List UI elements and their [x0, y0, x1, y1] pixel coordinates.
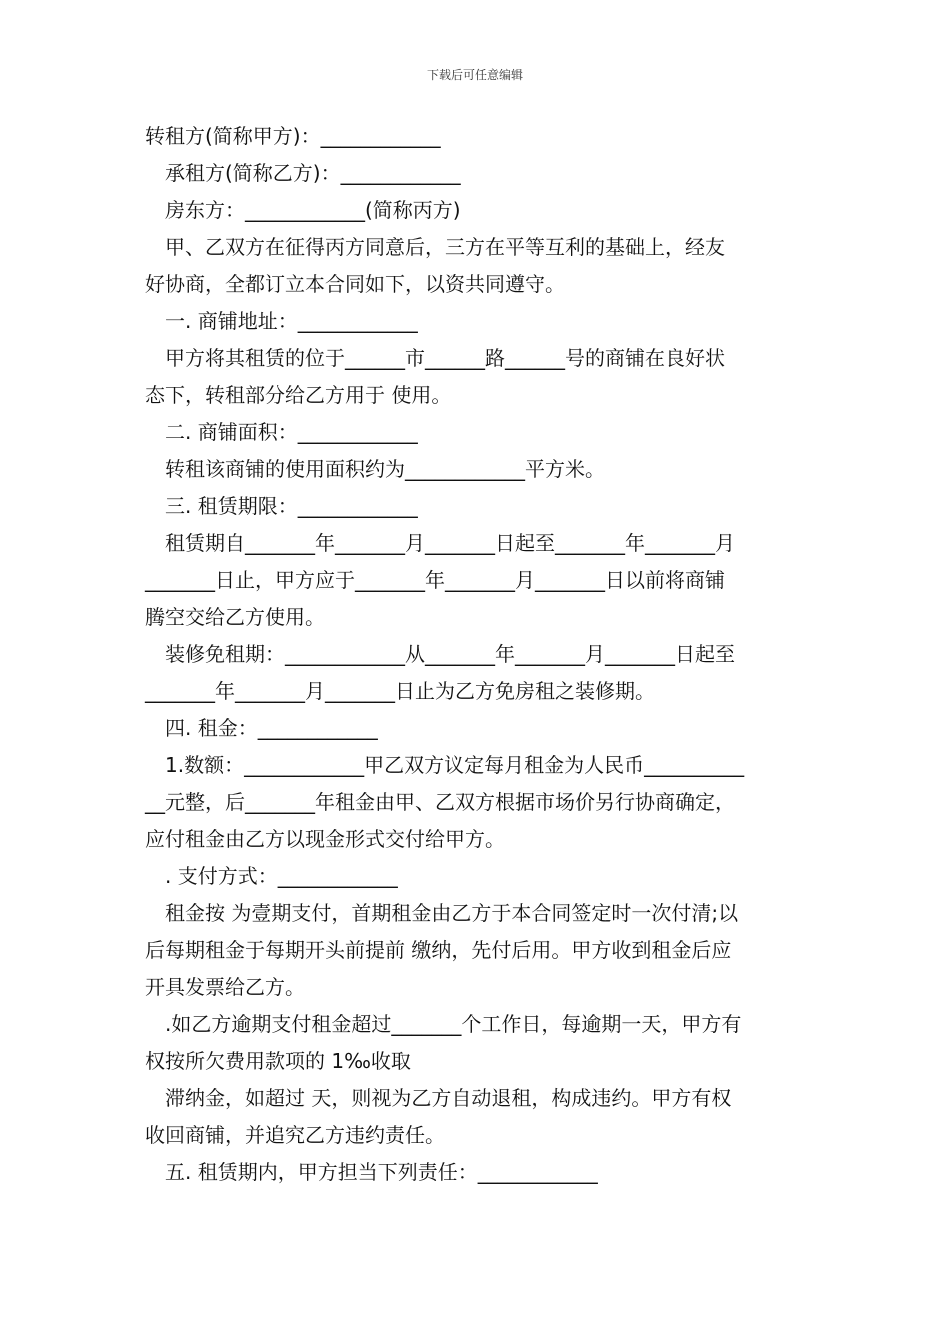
document-line: 开具发票给乙方。: [145, 975, 305, 999]
document-line: 转租该商铺的使用面积约为____________平方米。: [165, 457, 605, 481]
document-line: 权按所欠费用款项的 1‰收取: [145, 1049, 411, 1073]
document-line: 五. 租赁期内，甲方担当下列责任：____________: [165, 1160, 598, 1184]
document-line: 1.数额：____________甲乙双方议定每月租金为人民币__________: [165, 753, 745, 777]
document-line: 租金按 为壹期支付，首期租金由乙方于本合同签定时一次付清;以: [165, 901, 739, 925]
document-line: . 支付方式：____________: [165, 864, 398, 888]
document-line: 滞纳金，如超过 天，则视为乙方自动退租，构成违约。甲方有权: [165, 1086, 732, 1110]
document-line: 态下，转租部分给乙方用于 使用。: [145, 383, 452, 407]
document-line: 腾空交给乙方使用。: [145, 605, 325, 629]
document-line: __元整，后_______年租金由甲、乙双方根据市场价另行协商确定，: [145, 790, 735, 814]
document-line: 租赁期自_______年_______月_______日起至_______年_______月: [165, 531, 735, 555]
page-header: 下载后可任意编辑: [426, 68, 523, 82]
document-line: 承租方(简称乙方)：____________: [165, 161, 461, 185]
document-line: _______日止，甲方应于_______年_______月_______日以前将商铺: [145, 568, 725, 592]
document-line: 房东方：____________(简称丙方): [165, 198, 461, 222]
document-line: 四. 租金：____________: [165, 716, 378, 740]
document-line: 转租方(简称甲方)：____________: [145, 124, 441, 148]
document-line: 应付租金由乙方以现金形式交付给甲方。: [145, 827, 505, 851]
document-line: 二. 商铺面积：____________: [165, 420, 418, 444]
document-line: 装修免租期：____________从_______年_______月_______日起至: [165, 642, 735, 666]
document-line: 收回商铺，并追究乙方违约责任。: [145, 1123, 445, 1147]
document-line: 后每期租金于每期开头前提前 缴纳，先付后用。甲方收到租金后应: [145, 938, 732, 962]
document-line: _______年_______月_______日止为乙方免房租之装修期。: [145, 679, 655, 703]
document-line: 好协商，全都订立本合同如下，以资共同遵守。: [145, 272, 565, 296]
document-line: .如乙方逾期支付租金超过_______个工作日，每逾期一天，甲方有: [165, 1012, 742, 1036]
document-line: 一. 商铺地址：____________: [165, 309, 418, 333]
document-line: 三. 租赁期限：____________: [165, 494, 418, 518]
document-line: 甲、乙双方在征得丙方同意后，三方在平等互利的基础上，经友: [165, 235, 725, 259]
document-line: 甲方将其租赁的位于______市______路______号的商铺在良好状: [165, 346, 725, 370]
document-body: [145, 118, 810, 1191]
